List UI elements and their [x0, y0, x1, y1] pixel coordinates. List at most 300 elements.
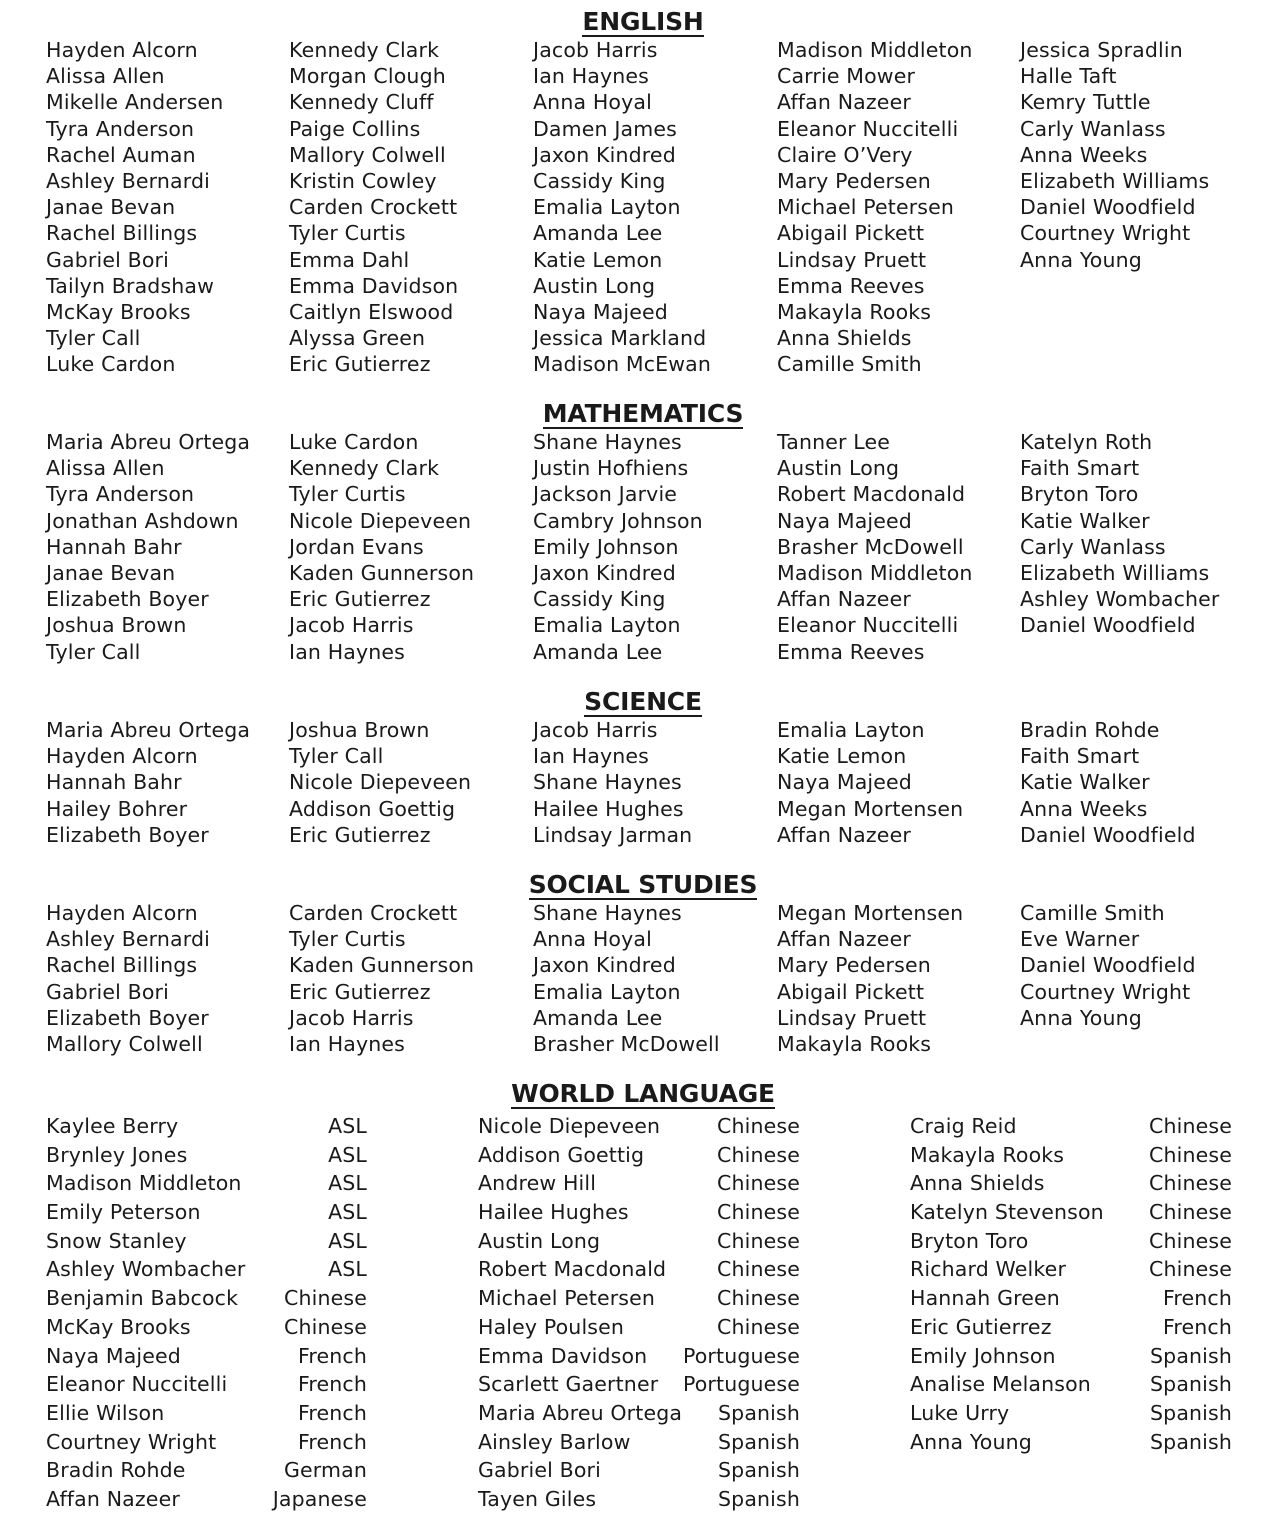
language-label: Chinese — [717, 1257, 800, 1282]
world-language-entry — [478, 1198, 800, 1227]
student-name: Maria Abreu Ortega — [46, 718, 251, 742]
world-language-entry — [910, 1198, 1232, 1227]
language-label: Chinese — [717, 1171, 800, 1196]
student-name: Scarlett Gaertner — [478, 1372, 659, 1397]
language-label: ASL — [328, 1171, 367, 1196]
student-name: Emma Davidson — [289, 273, 459, 298]
student-name: Hailee Hughes — [533, 796, 684, 821]
student-name: Makayla Rooks — [777, 1032, 932, 1057]
student-name: Shane Haynes — [533, 901, 682, 925]
world-language-entry — [910, 1370, 1232, 1399]
student-name: Affan Nazeer — [777, 90, 911, 115]
science-column — [1020, 717, 1260, 848]
world-language-entry — [46, 1342, 367, 1371]
student-name: Anna Hoyal — [533, 90, 652, 115]
student-name: Madison Middleton — [777, 561, 973, 586]
world-language-entry — [46, 1198, 367, 1227]
student-name: Janae Bevan — [46, 561, 176, 586]
language-label: Chinese — [1149, 1228, 1232, 1253]
student-name: Tyler Call — [46, 326, 141, 351]
world-language-entry — [478, 1313, 800, 1342]
english-column — [1020, 37, 1260, 273]
student-name: Jacob Harris — [289, 1005, 414, 1030]
student-name: Camille Smith — [1020, 901, 1165, 925]
student-name: Rachel Billings — [46, 953, 198, 978]
english-column — [777, 37, 1017, 378]
student-name: Elizabeth Boyer — [46, 587, 209, 612]
language-label: Portuguese — [682, 1343, 800, 1368]
language-label: French — [297, 1343, 367, 1368]
student-name: Madison Middleton — [777, 38, 973, 62]
world-language-entry — [478, 1112, 800, 1141]
student-name: Ashley Wombacher — [46, 1257, 246, 1282]
student-name: Craig Reid — [910, 1114, 1017, 1138]
student-name: Amanda Lee — [533, 639, 663, 664]
language-label: Chinese — [1149, 1200, 1232, 1225]
language-label: French — [1162, 1314, 1232, 1339]
student-name: Katie Walker — [1020, 770, 1150, 795]
language-label: Japanese — [272, 1486, 367, 1511]
student-name: Halle Taft — [1020, 64, 1117, 89]
student-name: Eric Gutierrez — [289, 822, 431, 847]
student-name: Joshua Brown — [46, 613, 187, 638]
student-name: Carden Crockett — [289, 901, 458, 925]
student-name: Mallory Colwell — [289, 142, 446, 167]
student-name: Hailey Bohrer — [46, 796, 188, 821]
world-language-entry — [910, 1227, 1232, 1256]
student-name: Luke Cardon — [289, 430, 419, 454]
student-name: Snow Stanley — [46, 1228, 187, 1253]
student-name: Bryton Toro — [910, 1228, 1029, 1253]
world-language-entry — [46, 1141, 367, 1170]
language-label: Spanish — [1150, 1429, 1232, 1454]
student-name: Janae Bevan — [46, 195, 176, 220]
student-name: Claire O’Very — [777, 142, 913, 167]
mathematics-column — [46, 429, 286, 665]
student-name: Eleanor Nuccitelli — [46, 1372, 228, 1397]
student-name: Eric Gutierrez — [289, 587, 431, 612]
student-name: Austin Long — [777, 456, 900, 481]
world-language-entry — [910, 1284, 1232, 1313]
english-column — [533, 37, 773, 378]
world-language-entry — [46, 1169, 367, 1198]
world-language-entry — [910, 1169, 1232, 1198]
language-label: Chinese — [717, 1142, 800, 1167]
world-language-entry — [46, 1485, 367, 1514]
student-name: Tyler Curtis — [289, 221, 406, 246]
student-name: Daniel Woodfield — [1020, 195, 1196, 220]
student-name: Addison Goettig — [289, 796, 456, 821]
student-name: Andrew Hill — [478, 1171, 597, 1196]
student-name: Lindsay Pruett — [777, 247, 927, 272]
world-language-entry — [478, 1141, 800, 1170]
world-language-entry — [478, 1370, 800, 1399]
student-name: Anna Weeks — [1020, 142, 1148, 167]
world-language-column — [478, 1112, 800, 1514]
student-name: Maria Abreu Ortega — [46, 430, 251, 454]
student-name: Camille Smith — [777, 352, 922, 377]
language-label: Spanish — [718, 1486, 800, 1511]
student-name: Shane Haynes — [533, 770, 682, 795]
language-label: French — [1162, 1286, 1232, 1311]
world-language-entry — [910, 1141, 1232, 1170]
student-name: Madison Middleton — [46, 1171, 242, 1196]
world-language-entry — [478, 1428, 800, 1457]
student-name: Jaxon Kindred — [533, 953, 676, 978]
world-language-entry — [478, 1227, 800, 1256]
language-label: Chinese — [717, 1286, 800, 1311]
student-name: Kennedy Clark — [289, 456, 440, 481]
student-name: Anna Hoyal — [533, 927, 652, 952]
student-name: Emalia Layton — [533, 613, 681, 638]
language-label: ASL — [328, 1228, 367, 1253]
student-name: Brasher McDowell — [533, 1032, 720, 1057]
student-name: Cassidy King — [533, 587, 666, 612]
student-name: Alissa Allen — [46, 456, 165, 481]
language-label: French — [297, 1372, 367, 1397]
student-name: Bradin Rohde — [1020, 718, 1160, 742]
language-label: Chinese — [717, 1314, 800, 1339]
student-name: Bryton Toro — [1020, 482, 1139, 507]
student-name: Affan Nazeer — [46, 1486, 180, 1511]
student-name: Elizabeth Williams — [1020, 561, 1210, 586]
world-language-entry — [478, 1399, 800, 1428]
world-language-entry — [46, 1227, 367, 1256]
student-name: Megan Mortensen — [777, 901, 964, 925]
student-name: Daniel Woodfield — [1020, 822, 1196, 847]
student-name: Hayden Alcorn — [46, 38, 198, 62]
student-name: Emma Davidson — [478, 1343, 648, 1368]
student-name: Gabriel Bori — [46, 979, 169, 1004]
student-name: Nicole Diepeveen — [289, 508, 472, 533]
student-name: Eric Gutierrez — [910, 1314, 1052, 1339]
world-language-entry — [46, 1112, 367, 1141]
world-language-entry — [478, 1255, 800, 1284]
student-name: Kennedy Cluff — [289, 90, 434, 115]
student-name: Ainsley Barlow — [478, 1429, 631, 1454]
world-language-entry — [910, 1342, 1232, 1371]
student-name: Ellie Wilson — [46, 1400, 165, 1425]
student-name: Tanner Lee — [777, 430, 891, 454]
mathematics-column — [533, 429, 773, 665]
world-language-entry — [910, 1255, 1232, 1284]
science-column — [533, 717, 773, 848]
student-name: Kemry Tuttle — [1020, 90, 1151, 115]
student-name: Cassidy King — [533, 169, 666, 194]
section-heading-mathematics: MATHEMATICS — [542, 399, 744, 428]
world-language-entry — [478, 1342, 800, 1371]
section-heading-english: ENGLISH — [582, 7, 704, 36]
student-name: Brynley Jones — [46, 1142, 188, 1167]
student-name: Naya Majeed — [533, 300, 668, 325]
student-name: Tyler Curtis — [289, 927, 406, 952]
student-name: Gabriel Bori — [478, 1458, 601, 1483]
student-name: Cambry Johnson — [533, 508, 703, 533]
student-name: Naya Majeed — [46, 1343, 181, 1368]
student-name: Amanda Lee — [533, 1005, 663, 1030]
student-name: Ian Haynes — [289, 1032, 406, 1057]
student-name: Luke Cardon — [46, 352, 176, 377]
student-name: Daniel Woodfield — [1020, 953, 1196, 978]
student-name: Morgan Clough — [289, 64, 446, 89]
student-name: Kaylee Berry — [46, 1114, 179, 1138]
language-label: Spanish — [1150, 1400, 1232, 1425]
student-name: Tyler Curtis — [289, 482, 406, 507]
student-name: Caitlyn Elswood — [289, 300, 454, 325]
student-name: Jackson Jarvie — [533, 482, 678, 507]
student-name: Naya Majeed — [777, 508, 912, 533]
student-name: Katie Walker — [1020, 508, 1150, 533]
student-name: Hannah Bahr — [46, 770, 182, 795]
science-column — [289, 717, 529, 848]
science-column — [777, 717, 1017, 848]
student-name: Mary Pedersen — [777, 953, 931, 978]
social-studies-column — [777, 900, 1017, 1057]
student-name: Emalia Layton — [533, 195, 681, 220]
student-name: Makayla Rooks — [777, 300, 932, 325]
student-name: Ashley Bernardi — [46, 169, 210, 194]
student-name: Carrie Mower — [777, 64, 916, 89]
world-language-column — [910, 1112, 1232, 1456]
language-label: ASL — [328, 1114, 367, 1138]
student-name: Tailyn Bradshaw — [46, 273, 215, 298]
social-studies-column — [46, 900, 286, 1057]
language-label: Chinese — [1149, 1257, 1232, 1282]
student-name: Maria Abreu Ortega — [478, 1400, 683, 1425]
language-label: Spanish — [1150, 1343, 1232, 1368]
language-label: Portuguese — [682, 1372, 800, 1397]
student-name: Alissa Allen — [46, 64, 165, 89]
student-name: Carly Wanlass — [1020, 116, 1166, 141]
student-name: Paige Collins — [289, 116, 421, 141]
student-name: Anna Shields — [910, 1171, 1045, 1196]
student-name: Emily Johnson — [910, 1343, 1056, 1368]
student-name: Anna Young — [1020, 247, 1142, 272]
student-name: Jessica Markland — [533, 326, 707, 351]
student-name: Eleanor Nuccitelli — [777, 613, 959, 638]
student-name: Alyssa Green — [289, 326, 426, 351]
language-label: Chinese — [717, 1228, 800, 1253]
world-language-entry — [910, 1428, 1232, 1457]
student-name: Tyler Call — [289, 744, 384, 769]
student-name: Rachel Auman — [46, 142, 196, 167]
student-name: Lindsay Pruett — [777, 1005, 927, 1030]
student-name: Tyler Call — [46, 639, 141, 664]
language-label: ASL — [328, 1200, 367, 1225]
student-name: Austin Long — [533, 273, 656, 298]
student-name: Anna Weeks — [1020, 796, 1148, 821]
section-heading-world-language: WORLD LANGUAGE — [511, 1079, 775, 1108]
science-column — [46, 717, 286, 848]
student-name: Lindsay Jarman — [533, 822, 693, 847]
student-name: Emily Peterson — [46, 1200, 201, 1225]
world-language-entry — [478, 1169, 800, 1198]
language-label: Chinese — [284, 1286, 367, 1311]
student-name: Hailee Hughes — [478, 1200, 629, 1225]
language-label: Chinese — [1149, 1171, 1232, 1196]
mathematics-column — [1020, 429, 1260, 639]
student-name: Daniel Woodfield — [1020, 613, 1196, 638]
student-name: Katie Lemon — [533, 247, 663, 272]
student-name: Ian Haynes — [289, 639, 406, 664]
student-name: Hannah Bahr — [46, 534, 182, 559]
language-label: French — [297, 1400, 367, 1425]
language-label: ASL — [328, 1257, 367, 1282]
world-language-entry — [46, 1313, 367, 1342]
student-name: Joshua Brown — [289, 718, 430, 742]
student-name: Emily Johnson — [533, 534, 679, 559]
english-column — [46, 37, 286, 378]
student-name: Gabriel Bori — [46, 247, 169, 272]
student-name: Justin Hofhiens — [533, 456, 689, 481]
language-label: Spanish — [1150, 1372, 1232, 1397]
social-studies-column — [533, 900, 773, 1057]
world-language-entry — [478, 1284, 800, 1313]
student-name: Amanda Lee — [533, 221, 663, 246]
student-name: Jaxon Kindred — [533, 561, 676, 586]
student-name: Jessica Spradlin — [1020, 38, 1183, 62]
student-name: Brasher McDowell — [777, 534, 964, 559]
student-name: Elizabeth Boyer — [46, 822, 209, 847]
student-name: Bradin Rohde — [46, 1458, 186, 1483]
student-name: Jordan Evans — [289, 534, 424, 559]
student-name: Jonathan Ashdown — [46, 508, 239, 533]
student-name: Kaden Gunnerson — [289, 953, 475, 978]
student-name: McKay Brooks — [46, 1314, 191, 1339]
student-name: Analise Melanson — [910, 1372, 1091, 1397]
student-name: Affan Nazeer — [777, 822, 911, 847]
english-column — [289, 37, 529, 378]
world-language-column — [46, 1112, 367, 1514]
student-name: Kristin Cowley — [289, 169, 437, 194]
student-name: Mary Pedersen — [777, 169, 931, 194]
student-name: Jacob Harris — [533, 38, 658, 62]
mathematics-column — [777, 429, 1017, 665]
student-name: Courtney Wright — [1020, 979, 1191, 1004]
student-name: Ashley Wombacher — [1020, 587, 1220, 612]
language-label: Spanish — [718, 1429, 800, 1454]
language-label: French — [297, 1429, 367, 1454]
student-name: Ashley Bernardi — [46, 927, 210, 952]
language-label: Chinese — [1149, 1142, 1232, 1167]
student-name: Shane Haynes — [533, 430, 682, 454]
student-name: Jacob Harris — [533, 718, 658, 742]
student-name: Tyra Anderson — [46, 482, 195, 507]
student-name: Mikelle Andersen — [46, 90, 224, 115]
world-language-entry — [46, 1370, 367, 1399]
world-language-entry — [46, 1456, 367, 1485]
student-name: Abigail Pickett — [777, 979, 925, 1004]
social-studies-column — [1020, 900, 1260, 1031]
student-name: Tyra Anderson — [46, 116, 195, 141]
world-language-entry — [46, 1399, 367, 1428]
language-label: Chinese — [717, 1200, 800, 1225]
student-name: Elizabeth Williams — [1020, 169, 1210, 194]
student-name: Ian Haynes — [533, 744, 650, 769]
language-label: Spanish — [718, 1458, 800, 1483]
student-name: Haley Poulsen — [478, 1314, 625, 1339]
world-language-entry — [46, 1428, 367, 1457]
student-name: Emalia Layton — [777, 718, 925, 742]
student-name: Katie Lemon — [777, 744, 907, 769]
student-name: Abigail Pickett — [777, 221, 925, 246]
student-name: Emma Reeves — [777, 639, 925, 664]
language-label: ASL — [328, 1142, 367, 1167]
student-name: Katelyn Roth — [1020, 430, 1153, 454]
student-name: Michael Petersen — [777, 195, 955, 220]
student-name: Courtney Wright — [1020, 221, 1191, 246]
student-name: Eric Gutierrez — [289, 352, 431, 377]
world-language-entry — [910, 1399, 1232, 1428]
student-name: Jaxon Kindred — [533, 142, 676, 167]
student-name: Anna Shields — [777, 326, 912, 351]
world-language-entry — [46, 1284, 367, 1313]
student-name: Eve Warner — [1020, 927, 1140, 952]
student-name: Megan Mortensen — [777, 796, 964, 821]
social-studies-column — [289, 900, 529, 1057]
student-name: Naya Majeed — [777, 770, 912, 795]
student-name: Affan Nazeer — [777, 927, 911, 952]
student-name: McKay Brooks — [46, 300, 191, 325]
language-label: Spanish — [718, 1400, 800, 1425]
world-language-entry — [478, 1456, 800, 1485]
student-name: Robert Macdonald — [478, 1257, 667, 1282]
student-name: Katelyn Stevenson — [910, 1200, 1104, 1225]
language-label: Chinese — [1149, 1114, 1232, 1138]
student-name: Kennedy Clark — [289, 38, 440, 62]
section-heading-science: SCIENCE — [584, 687, 702, 716]
student-name: Emalia Layton — [533, 979, 681, 1004]
student-name: Richard Welker — [910, 1257, 1067, 1282]
student-name: Luke Urry — [910, 1400, 1010, 1425]
student-name: Hayden Alcorn — [46, 901, 198, 925]
world-language-entry — [910, 1112, 1232, 1141]
student-name: Jacob Harris — [289, 613, 414, 638]
student-name: Hayden Alcorn — [46, 744, 198, 769]
student-name: Robert Macdonald — [777, 482, 966, 507]
student-name: Addison Goettig — [478, 1142, 645, 1167]
student-name: Affan Nazeer — [777, 587, 911, 612]
student-name: Eric Gutierrez — [289, 979, 431, 1004]
student-name: Mallory Colwell — [46, 1032, 203, 1057]
student-name: Austin Long — [478, 1228, 601, 1253]
student-name: Michael Petersen — [478, 1286, 656, 1311]
student-name: Carden Crockett — [289, 195, 458, 220]
student-name: Rachel Billings — [46, 221, 198, 246]
student-name: Anna Young — [910, 1429, 1032, 1454]
language-label: Chinese — [717, 1114, 800, 1138]
student-name: Ian Haynes — [533, 64, 650, 89]
student-name: Nicole Diepeveen — [478, 1114, 661, 1138]
student-name: Elizabeth Boyer — [46, 1005, 209, 1030]
section-heading-social-studies: SOCIAL STUDIES — [528, 870, 758, 899]
student-name: Faith Smart — [1020, 744, 1140, 769]
world-language-entry — [46, 1255, 367, 1284]
student-name: Anna Young — [1020, 1005, 1142, 1030]
world-language-entry — [478, 1485, 800, 1514]
student-name: Makayla Rooks — [910, 1142, 1065, 1167]
student-name: Benjamin Babcock — [46, 1286, 239, 1311]
student-name: Faith Smart — [1020, 456, 1140, 481]
student-name: Madison McEwan — [533, 352, 712, 377]
language-label: Chinese — [284, 1314, 367, 1339]
student-name: Damen James — [533, 116, 677, 141]
student-name: Hannah Green — [910, 1286, 1060, 1311]
student-name: Tayen Giles — [478, 1486, 597, 1511]
mathematics-column — [289, 429, 529, 665]
student-name: Eleanor Nuccitelli — [777, 116, 959, 141]
student-name: Courtney Wright — [46, 1429, 217, 1454]
